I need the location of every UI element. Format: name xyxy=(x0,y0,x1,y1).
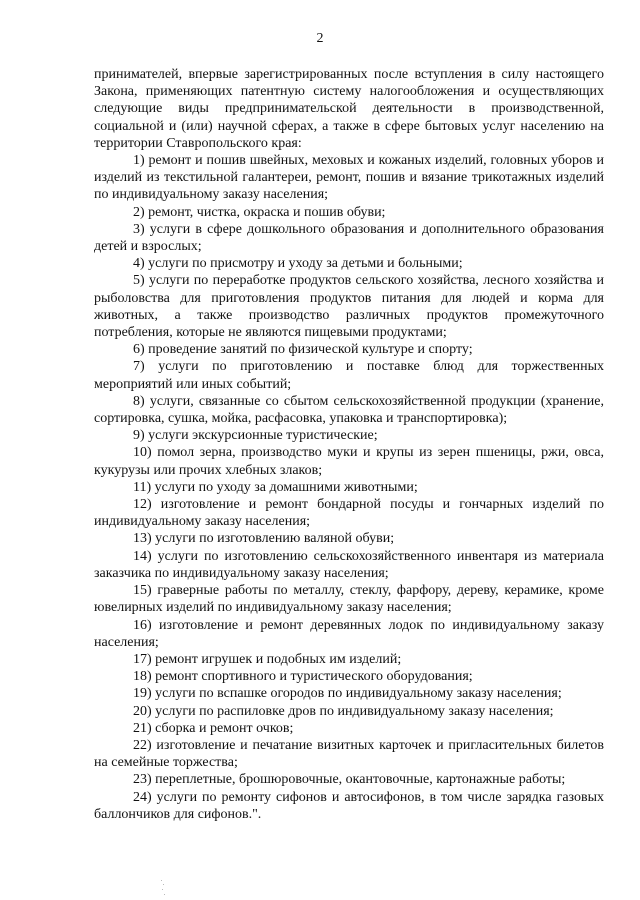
list-item: 5) услуги по переработке продуктов сельского хозяйства, лесного хозяйства и рыболовства для приготовления продуктов питания для людей и корма для животных, а также производство различных продуктов промежуточного потребления, которые не являются пищевыми продуктами; xyxy=(94,273,604,341)
intro-paragraph: принимателей, впервые зарегистрированных после вступления в силу настоящего Закона, применяющих патентную систему налогообложения и осуществляющих следующие виды предпринимательской деятельности в производственной, социальной и (или) научной сферах, а также в сфере бытовых услуг населению на территории Ставропольского края: xyxy=(94,67,604,151)
list-item: 6) проведение занятий по физической культуре и спорту; xyxy=(133,342,473,358)
page-number: 2 xyxy=(316,31,324,46)
list-item: 3) услуги в сфере дошкольного образования и дополнительного образования детей и взрослых; xyxy=(94,221,604,255)
list-item: 20) услуги по распиловке дров по индивидуальному заказу населения; xyxy=(133,703,554,719)
list-item: 12) изготовление и ремонт бондарной посуды и гончарных изделий по индивидуальному заказу населения; xyxy=(94,497,604,530)
list-item: 8) услуги, связанные со сбытом сельскохозяйственной продукции (хранение, сортировка, сушка, мойка, расфасовка, упаковка и транспортировка); xyxy=(94,393,604,427)
list-item: 24) услуги по ремонту сифонов и автосифонов, в том числе зарядка газовых баллончиков для сифонов.". xyxy=(94,789,604,822)
document-body xyxy=(94,66,604,823)
list-item: 4) услуги по присмотру и уходу за детьми и больными; xyxy=(133,256,463,272)
list-item: 1) ремонт и пошив швейных, меховых и кожаных изделий, головных уборов и изделий из текстильной галантереи, ремонт, пошив и вязание трикотажных изделий по индивидуальному заказу населения; xyxy=(94,153,604,203)
list-item: 14) услуги по изготовлению сельскохозяйственного инвентаря из материала заказчика по индивидуальному заказу населения; xyxy=(94,548,604,581)
list-item: 17) ремонт игрушек и подобных им изделий; xyxy=(133,651,402,667)
list-item: 10) помол зерна, производство муки и крупы из зерен пшеницы, ржи, овса, кукурузы или прочих хлебных злаков; xyxy=(94,445,604,478)
scan-speck xyxy=(162,889,163,890)
list-item: 16) изготовление и ремонт деревянных лодок по индивидуальному заказу населения; xyxy=(94,617,604,650)
list-item: 15) граверные работы по металлу, стеклу, фарфору, дереву, керамике, кроме ювелирных изделий по индивидуальному заказу населения; xyxy=(94,583,604,616)
list-item: 9) услуги экскурсионные туристические; xyxy=(133,428,378,444)
list-item: 2) ремонт, чистка, окраска и пошив обуви; xyxy=(133,204,386,220)
scan-speck xyxy=(161,880,162,881)
scan-speck xyxy=(163,884,164,885)
list-item: 18) ремонт спортивного и туристического оборудования; xyxy=(133,669,473,685)
list-item: 21) сборка и ремонт очков; xyxy=(133,720,294,736)
list-item: 11) услуги по уходу за домашними животными; xyxy=(133,479,418,495)
list-item: 23) переплетные, брошюровочные, окантовочные, картонажные работы; xyxy=(133,772,566,788)
scan-speck xyxy=(164,894,165,895)
list-item: 22) изготовление и печатание визитных карточек и пригласительных билетов на семейные торжества; xyxy=(94,737,604,771)
list-item: 7) услуги по приготовлению и поставке блюд для торжественных мероприятий или иных событий; xyxy=(94,359,604,392)
list-item: 13) услуги по изготовлению валяной обуви; xyxy=(133,531,395,547)
list-item: 19) услуги по вспашке огородов по индивидуальному заказу населения; xyxy=(133,686,562,702)
